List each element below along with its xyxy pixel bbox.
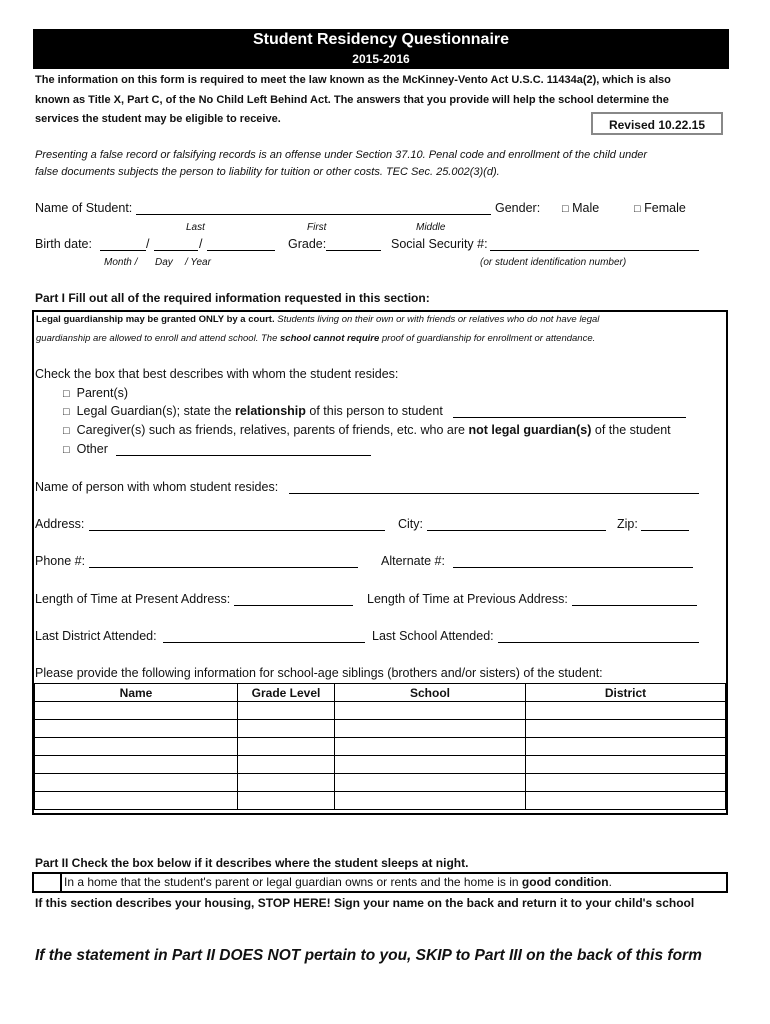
option-other[interactable] — [63, 442, 108, 456]
table-header-row — [35, 684, 726, 702]
column-header: Name — [35, 684, 238, 702]
table-cell[interactable] — [335, 756, 526, 774]
table-cell[interactable] — [35, 756, 238, 774]
option-parents[interactable] — [63, 386, 128, 400]
time-present-label: Length of Time at Present Address: — [35, 592, 231, 606]
check-prompt: Check the box that best describes with whom the student resides: — [35, 367, 399, 381]
part2-option-text: In a home that the student's parent or legal guardian owns or rents and the home is in — [64, 875, 519, 889]
checkbox-icon[interactable]: □ — [63, 388, 70, 400]
table-cell[interactable] — [238, 702, 335, 720]
birth-year-field[interactable] — [207, 250, 275, 251]
part2-option — [64, 874, 612, 890]
gender-label: Gender: — [495, 201, 541, 215]
checkbox-icon[interactable]: □ — [634, 203, 641, 215]
siblings-table — [34, 683, 726, 810]
month-hint: Month / — [104, 257, 138, 268]
part2-divider — [60, 872, 62, 893]
table-cell[interactable] — [238, 738, 335, 756]
stop-note: If this section describes your housing, STOP HERE! Sign your name on the back and return it to your child's school — [35, 896, 695, 910]
phone-field[interactable] — [89, 567, 358, 568]
last-school-field[interactable] — [498, 642, 699, 643]
gender-female-label: Female — [644, 201, 686, 215]
table-cell[interactable] — [335, 738, 526, 756]
table-cell[interactable] — [335, 774, 526, 792]
option-label-bold: relationship — [235, 404, 306, 418]
siblings-prompt: Please provide the following information for school-age siblings (brothers and/or sisters) of the student: — [35, 666, 603, 680]
table-cell[interactable] — [335, 792, 526, 810]
form-header — [33, 29, 729, 69]
relationship-field[interactable] — [453, 417, 686, 418]
address-label: Address: — [35, 517, 85, 531]
part2-option-end: . — [608, 875, 612, 889]
table-cell[interactable] — [526, 792, 726, 810]
slash: / — [146, 237, 150, 251]
table-cell[interactable] — [238, 720, 335, 738]
legal-text: proof of guardianship for enrollment or attendance. — [381, 332, 596, 344]
legal-text: guardianship are allowed to enroll and attend school. The — [36, 332, 278, 344]
skip-note: If the statement in Part II DOES NOT pertain to you, SKIP to Part III on the back of this form — [35, 947, 702, 964]
grade-label: Grade: — [288, 237, 327, 251]
part1-title: Part I Fill out all of the required information requested in this section: — [35, 291, 430, 305]
birth-date-label: Birth date: — [35, 237, 92, 251]
resides-field[interactable] — [289, 493, 699, 494]
slash: / — [199, 237, 203, 251]
table-cell[interactable] — [335, 702, 526, 720]
table-cell[interactable] — [526, 774, 726, 792]
form-title: Student Residency Questionnaire — [252, 31, 510, 48]
gender-male[interactable] — [562, 201, 599, 215]
table-cell[interactable] — [335, 720, 526, 738]
table-cell[interactable] — [35, 774, 238, 792]
intro-line: known as Title X, Part C, of the No Child Left Behind Act. The answers that you provide will help the school determine the — [35, 93, 669, 106]
table-cell[interactable] — [526, 720, 726, 738]
time-previous-field[interactable] — [572, 605, 697, 606]
last-district-field[interactable] — [163, 642, 365, 643]
gender-female[interactable] — [634, 201, 686, 215]
phone-label: Phone #: — [35, 554, 86, 568]
warning-line: false documents subjects the person to liability for tuition or other costs. TEC Sec. 25.002(3)(d). — [35, 165, 500, 178]
time-previous-label: Length of Time at Previous Address: — [367, 592, 568, 606]
part2-title: Part II Check the box below if it describes where the student sleeps at night. — [35, 856, 469, 870]
checkbox-icon[interactable]: □ — [63, 425, 70, 437]
table-row — [35, 702, 726, 720]
checkbox-icon[interactable]: □ — [63, 444, 70, 456]
birth-day-field[interactable] — [154, 250, 198, 251]
table-cell[interactable] — [35, 702, 238, 720]
middle-hint: Middle — [416, 222, 446, 233]
other-field[interactable] — [116, 455, 371, 456]
student-name-label: Name of Student: — [35, 201, 133, 215]
resides-label: Name of person with whom student resides: — [35, 480, 279, 494]
table-cell[interactable] — [238, 774, 335, 792]
option-label: Other — [76, 442, 108, 456]
alternate-phone-field[interactable] — [453, 567, 693, 568]
option-caregiver[interactable] — [63, 423, 671, 437]
table-cell[interactable] — [238, 756, 335, 774]
ssn-hint: (or student identification number) — [480, 257, 627, 268]
city-label: City: — [398, 517, 423, 531]
last-hint: Last — [186, 222, 205, 233]
ssn-label: Social Security #: — [391, 237, 488, 251]
student-name-field[interactable] — [136, 214, 491, 215]
part2-checkbox[interactable] — [34, 874, 60, 891]
last-district-label: Last District Attended: — [35, 629, 157, 643]
last-school-label: Last School Attended: — [372, 629, 494, 643]
checkbox-icon[interactable]: □ — [63, 406, 70, 418]
option-label: of the student — [594, 423, 671, 437]
alternate-phone-label: Alternate #: — [381, 554, 445, 568]
column-header: Grade Level — [238, 684, 335, 702]
part2-option-bold: good condition — [521, 875, 609, 889]
option-legal-guardian[interactable] — [63, 404, 443, 418]
option-label: of this person to student — [309, 404, 443, 418]
option-label-bold: not legal guardian(s) — [468, 423, 592, 437]
table-cell[interactable] — [238, 792, 335, 810]
birth-month-field[interactable] — [100, 250, 146, 251]
column-header: District — [526, 684, 726, 702]
warning-text — [35, 147, 725, 180]
table-row — [35, 792, 726, 810]
year-hint: / Year — [185, 257, 211, 268]
option-label: Parent(s) — [76, 386, 129, 400]
city-field[interactable] — [427, 530, 606, 531]
address-field[interactable] — [89, 530, 385, 531]
ssn-field[interactable] — [490, 250, 699, 251]
legal-bold: Legal guardianship may be granted ONLY by a court. — [36, 314, 275, 325]
table-row — [35, 774, 726, 792]
column-header: School — [335, 684, 526, 702]
table-cell[interactable] — [526, 756, 726, 774]
option-label: Caregiver(s) such as friends, relatives, parents of friends, etc. who are — [76, 423, 465, 437]
zip-field[interactable] — [641, 530, 689, 531]
table-cell[interactable] — [35, 792, 238, 810]
table-cell[interactable] — [526, 738, 726, 756]
intro-line: services the student may be eligible to receive. — [35, 113, 281, 125]
checkbox-icon[interactable]: □ — [562, 203, 569, 215]
legal-bold: school cannot require — [280, 332, 380, 344]
guardianship-note — [36, 311, 716, 348]
table-cell[interactable] — [526, 702, 726, 720]
table-cell[interactable] — [35, 720, 238, 738]
zip-label: Zip: — [617, 517, 638, 531]
grade-field[interactable] — [326, 250, 381, 251]
gender-male-label: Male — [572, 201, 600, 215]
first-hint: First — [307, 222, 327, 233]
option-label: Legal Guardian(s); state the — [76, 404, 232, 418]
table-row — [35, 738, 726, 756]
form-year: 2015-2016 — [352, 52, 410, 66]
table-row — [35, 756, 726, 774]
warning-line: Presenting a false record or falsifying records is an offense under Section 37.10. Penal code and enrollment of the child under — [35, 149, 648, 161]
revised-badge: Revised 10.22.15 — [591, 112, 723, 135]
time-present-field[interactable] — [234, 605, 353, 606]
legal-text: Students living on their own or with friends or relatives who do not have legal — [277, 314, 600, 325]
table-cell[interactable] — [35, 738, 238, 756]
table-row — [35, 720, 726, 738]
intro-line: The information on this form is required to meet the law known as the McKinney-Vento Act U.S.C. 11434a(2), which is also — [35, 74, 671, 86]
day-hint: Day — [155, 257, 173, 268]
